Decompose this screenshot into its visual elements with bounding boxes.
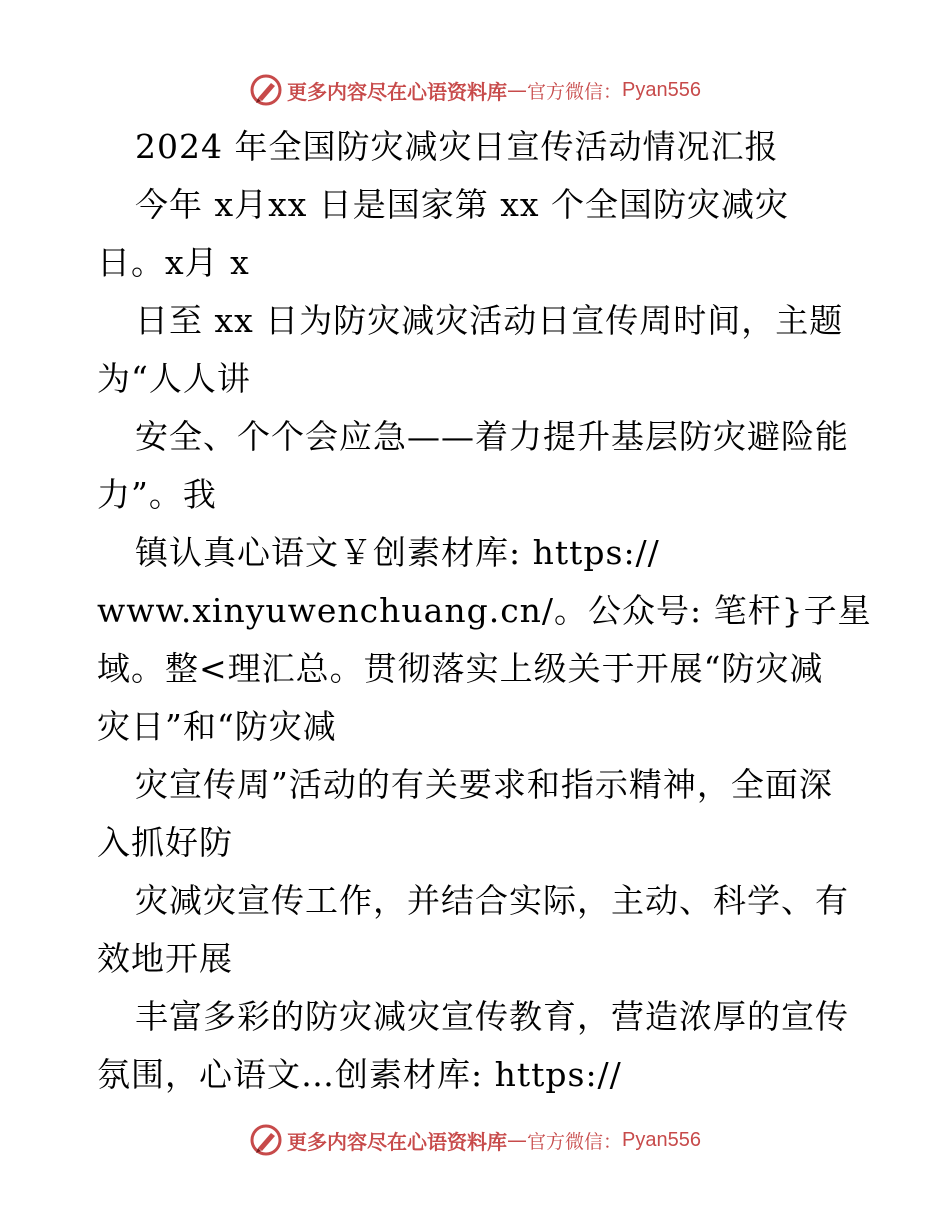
banner-wechat-label: 官方微信：	[527, 1130, 623, 1153]
text-line: 日。x月 x	[97, 243, 250, 282]
banner-dash: —	[507, 78, 527, 102]
text-line: 域。整<理汇总。贯彻落实上级关于开展“防灾减	[97, 649, 824, 688]
banner-main-text: 更多内容尽在心语资料库	[287, 1129, 507, 1154]
document-body	[97, 118, 872, 1104]
text-line: 丰富多彩的防灾减灾宣传教育，营造浓厚的宣传	[135, 997, 849, 1036]
document-title: 2024 年全国防灾减灾日宣传活动情况汇报	[135, 127, 779, 166]
text-line: 灾宣传周”活动的有关要求和指示精神，全面深	[135, 765, 833, 804]
text-line: 效地开展	[97, 939, 233, 978]
text-line: 日至 xx 日为防灾减灾活动日宣传周时间，主题	[135, 301, 844, 340]
text-line: 灾日”和“防灾减	[97, 707, 337, 746]
banner-wechat-id: Pyan556	[622, 78, 701, 101]
banner-wechat-label: 官方微信：	[527, 80, 623, 103]
text-line: 氛围，心语文…创素材库: https://	[97, 1055, 622, 1094]
text-line: 安全、个个会应急——着力提升基层防灾避险能	[135, 417, 849, 456]
banner-wechat-id: Pyan556	[622, 1128, 701, 1151]
text-line: 灾减灾宣传工作，并结合实际，主动、科学、有	[135, 881, 849, 920]
pen-logo-icon	[249, 73, 283, 107]
pen-logo-icon	[249, 1123, 283, 1157]
header-banner	[0, 70, 950, 110]
banner-dash: —	[507, 1128, 527, 1152]
text-line: 入抓好防	[97, 823, 233, 862]
text-line: 力”。我	[97, 475, 217, 514]
text-line: 为“人人讲	[97, 359, 251, 398]
text-line: 镇认真心语文￥创素材库: https://	[135, 533, 660, 572]
text-line: 今年 x月xx 日是国家第 xx 个全国防灾减灾	[135, 185, 790, 224]
banner-main-text: 更多内容尽在心语资料库	[287, 79, 507, 104]
footer-banner	[0, 1120, 950, 1160]
text-line: www.xinyuwenchuang.cn/。公众号: 笔杆}子星	[97, 591, 872, 630]
